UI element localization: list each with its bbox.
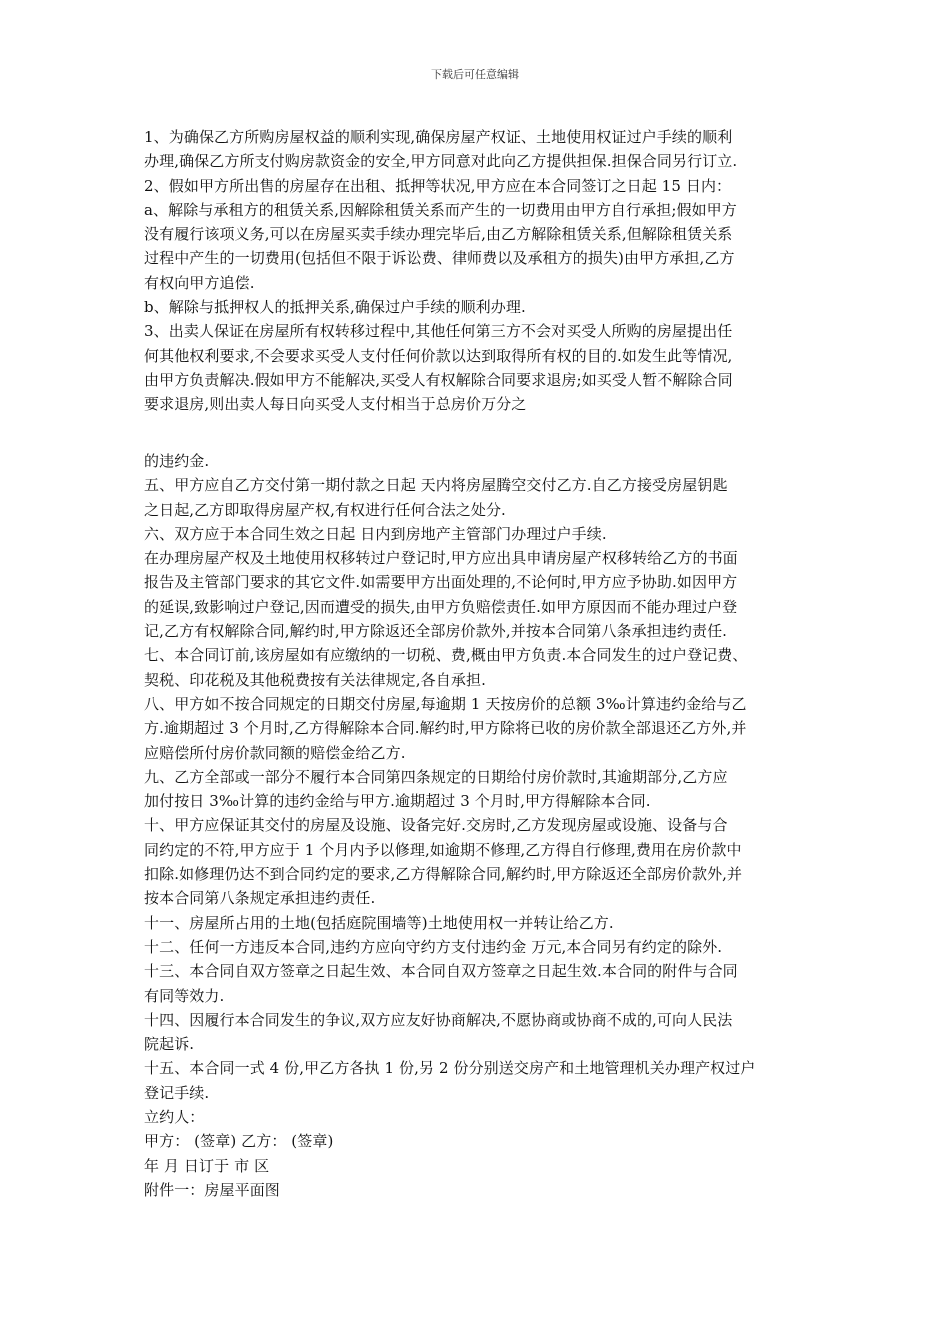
date-place-line: 年 月 日订于 市 区 bbox=[144, 1156, 270, 1175]
text-line: 十二、任何一方违反本合同,违约方应向守约方支付违约金 万元,本合同另有约定的除外. bbox=[144, 937, 723, 956]
text-line: 十、甲方应保证其交付的房屋及设施、设备完好.交房时,乙方发现房屋或设施、设备与合 bbox=[144, 816, 728, 835]
text-line: 院起诉. bbox=[144, 1035, 195, 1054]
text-line: 由甲方负责解决.假如甲方不能解决,买受人有权解除合同要求退房;如买受人暂不解除合同 bbox=[144, 370, 733, 389]
text-line: a、解除与承租方的租赁关系,因解除租赁关系而产生的一切费用由甲方自行承担;假如甲方 bbox=[144, 200, 737, 219]
text-line: b、解除与抵押权人的抵押关系,确保过户手续的顺利办理. bbox=[144, 298, 526, 317]
text-line: 按本合同第八条规定承担违约责任. bbox=[144, 889, 376, 908]
contract-text-section-2 bbox=[144, 449, 812, 1202]
text-line: 五、甲方应自乙方交付第一期付款之日起 天内将房屋腾空交付乙方.自乙方接受房屋钥匙 bbox=[144, 476, 728, 495]
text-line: 有权向甲方追偿. bbox=[144, 273, 255, 292]
page-header: 下载后可任意编辑 bbox=[431, 68, 519, 81]
signature-line: 甲方： (签章) 乙方： (签章) bbox=[144, 1132, 334, 1151]
text-line: 有同等效力. bbox=[144, 986, 225, 1005]
attachment-line: 附件一：房屋平面图 bbox=[144, 1180, 280, 1199]
contract-text-section-1 bbox=[144, 125, 812, 417]
text-line: 办理,确保乙方所支付购房款资金的安全,甲方同意对此向乙方提供担保.担保合同另行订立. bbox=[144, 152, 738, 171]
text-line: 七、本合同订前,该房屋如有应缴纳的一切税、费,概由甲方负责.本合同发生的过户登记费、 bbox=[144, 646, 748, 665]
text-line: 六、双方应于本合同生效之日起 日内到房地产主管部门办理过户手续. bbox=[144, 524, 607, 543]
text-line: 的违约金. bbox=[144, 452, 210, 470]
text-line: 何其他权利要求,不会要求买受人支付任何价款以达到取得所有权的目的.如发生此等情况, bbox=[144, 346, 733, 365]
text-line: 应赔偿所付房价款同额的赔偿金给乙方. bbox=[144, 743, 406, 762]
text-line: 同约定的不符,甲方应于 1 个月内予以修理,如逾期不修理,乙方得自行修理,费用在房价款中 bbox=[144, 840, 742, 859]
text-line: 十五、本合同一式 4 份,甲乙方各执 1 份,另 2 份分别送交房产和土地管理机关办理产权过户 bbox=[144, 1059, 756, 1078]
signatory-label: 立约人： bbox=[144, 1108, 205, 1127]
text-line: 1、为确保乙方所购房屋权益的顺利实现,确保房屋产权证、土地使用权证过户手续的顺利 bbox=[144, 128, 733, 146]
text-line: 过程中产生的一切费用(包括但不限于诉讼费、律师费以及承租方的损失)由甲方承担,乙方 bbox=[144, 249, 735, 268]
text-line: 在办理房屋产权及土地使用权移转过户登记时,甲方应出具申请房屋产权移转给乙方的书面 bbox=[144, 549, 738, 568]
text-line: 方.逾期超过 3 个月时,乙方得解除本合同.解约时,甲方除将已收的房价款全部退还乙方外,并 bbox=[144, 719, 747, 738]
text-line: 十四、因履行本合同发生的争议,双方应友好协商解决,不愿协商或协商不成的,可向人民法 bbox=[144, 1010, 733, 1029]
text-line: 之日起,乙方即取得房屋产权,有权进行任何合法之处分. bbox=[144, 500, 506, 519]
text-line: 3、出卖人保证在房屋所有权转移过程中,其他任何第三方不会对买受人所购的房屋提出任 bbox=[144, 322, 733, 341]
text-line: 九、乙方全部或一部分不履行本合同第四条规定的日期给付房价款时,其逾期部分,乙方应 bbox=[144, 767, 728, 786]
text-line: 十一、房屋所占用的土地(包括庭院围墙等)土地使用权一并转让给乙方. bbox=[144, 913, 614, 932]
text-line: 契税、印花税及其他税费按有关法律规定,各自承担. bbox=[144, 670, 486, 689]
text-line: 报告及主管部门要求的其它文件.如需要甲方出面处理的,不论何时,甲方应予协助.如因甲方 bbox=[144, 573, 738, 592]
text-line: 没有履行该项义务,可以在房屋买卖手续办理完毕后,由乙方解除租赁关系,但解除租赁关系 bbox=[144, 225, 733, 244]
text-line: 登记手续. bbox=[144, 1083, 210, 1102]
text-line: 2、假如甲方所出售的房屋存在出租、抵押等状况,甲方应在本合同签订之日起 15 日内： bbox=[144, 176, 732, 195]
text-line: 加付按日 3‰计算的违约金给与甲方.逾期超过 3 个月时,甲方得解除本合同. bbox=[144, 792, 651, 811]
text-line: 十三、本合同自双方签章之日起生效、本合同自双方签章之日起生效.本合同的附件与合同 bbox=[144, 962, 738, 981]
text-line: 扣除.如修理仍达不到合同约定的要求,乙方得解除合同,解约时,甲方除返还全部房价款外,并 bbox=[144, 865, 743, 884]
text-line: 记,乙方有权解除合同,解约时,甲方除返还全部房价款外,并按本合同第八条承担违约责任. bbox=[144, 622, 728, 641]
text-line: 的延误,致影响过户登记,因而遭受的损失,由甲方负赔偿责任.如甲方原因而不能办理过户登 bbox=[144, 597, 738, 616]
text-line: 八、甲方如不按合同规定的日期交付房屋,每逾期 1 天按房价的总额 3‰计算违约金给与乙 bbox=[144, 694, 747, 713]
text-line: 要求退房,则出卖人每日向买受人支付相当于总房价万分之 bbox=[144, 395, 527, 414]
